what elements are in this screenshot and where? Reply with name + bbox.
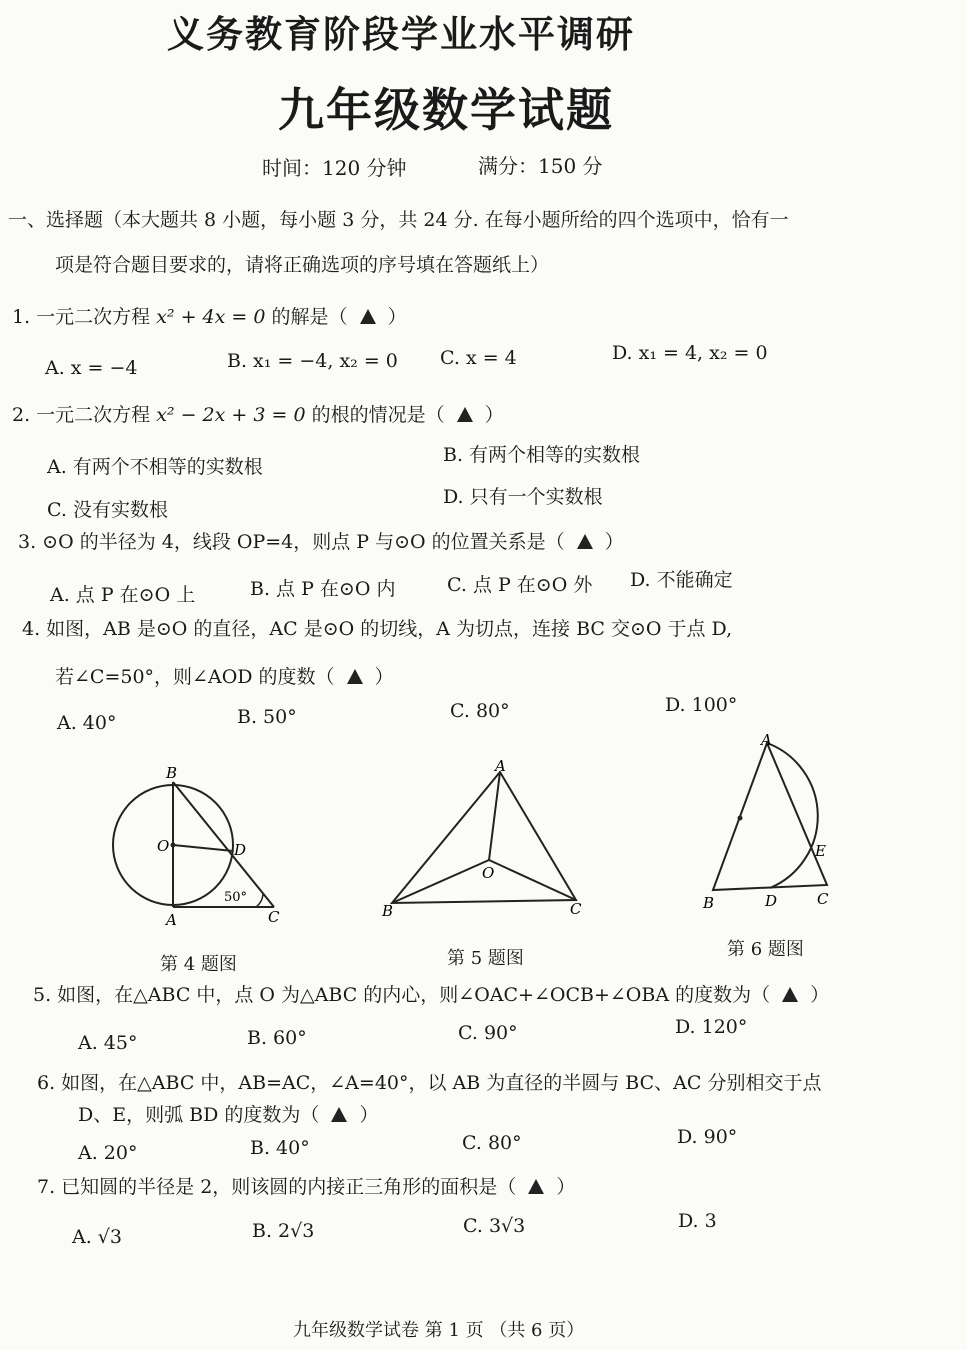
q7-stem bbox=[37, 1172, 575, 1199]
q5-stem-text: 5. 如图，在△ABC 中，点 O 为△ABC 的内心，则∠OAC+∠OCB+∠OBA 的度数为（ bbox=[33, 984, 771, 1006]
fig4-label-d: D bbox=[234, 841, 247, 859]
q6-option-b: B. 40° bbox=[250, 1137, 310, 1159]
q1-close: ） bbox=[387, 306, 407, 328]
q2-option-c: C. 没有实数根 bbox=[47, 499, 168, 521]
fig4-center-dot bbox=[171, 843, 176, 848]
exam-title: 九年级数学试题 bbox=[278, 83, 614, 137]
figure-4-caption: 第 4 题图 bbox=[160, 954, 237, 975]
fig6-label-b: B bbox=[703, 894, 715, 912]
fig6-label-d: D bbox=[765, 892, 778, 910]
fig4-label-angle: 50° bbox=[224, 890, 248, 905]
answer-placeholder-triangle-icon bbox=[528, 1179, 544, 1194]
fig5-segment-oa bbox=[489, 772, 500, 860]
q2-stem bbox=[12, 400, 504, 427]
fig4-label-c: C bbox=[268, 908, 280, 926]
q3-stem bbox=[18, 527, 624, 554]
figure-4-diagram bbox=[100, 760, 300, 930]
q5-close: ） bbox=[810, 984, 830, 1006]
q1-option-c: C. x = 4 bbox=[440, 347, 517, 369]
q6-stem-line2 bbox=[78, 1100, 379, 1127]
q2-option-a: A. 有两个不相等的实数根 bbox=[47, 456, 263, 478]
exam-header-title: 义务教育阶段学业水平调研 bbox=[167, 13, 635, 56]
figure-5-caption: 第 5 题图 bbox=[447, 948, 524, 969]
q5-option-c: C. 90° bbox=[458, 1022, 518, 1044]
q7-option-a: A. √3 bbox=[72, 1226, 122, 1248]
figure-5-diagram bbox=[378, 758, 598, 928]
fig5-label-o: O bbox=[482, 864, 495, 882]
q7-option-c: C. 3√3 bbox=[463, 1215, 526, 1237]
q2-stem-suffix: 的根的情况是（ bbox=[311, 404, 445, 426]
answer-placeholder-triangle-icon bbox=[577, 534, 593, 549]
page-footer: 九年级数学试卷 第 1 页 （共 6 页） bbox=[293, 1320, 585, 1341]
q6-option-d: D. 90° bbox=[677, 1126, 738, 1148]
answer-placeholder-triangle-icon bbox=[347, 669, 363, 684]
q6-close: ） bbox=[359, 1104, 379, 1126]
fig5-triangle-abc bbox=[392, 772, 576, 903]
q3-option-c: C. 点 P 在⊙O 外 bbox=[447, 574, 593, 596]
fig6-semicircle bbox=[767, 743, 818, 888]
fig5-label-a: A bbox=[495, 758, 506, 775]
exam-full-score: 满分：150 分 bbox=[478, 154, 603, 178]
q1-option-d: D. x₁ = 4, x₂ = 0 bbox=[612, 342, 768, 364]
fig4-label-o: O bbox=[157, 837, 170, 855]
q5-option-a: A. 45° bbox=[78, 1032, 138, 1054]
q4-option-b: B. 50° bbox=[237, 706, 297, 728]
q3-option-a: A. 点 P 在⊙O 上 bbox=[50, 584, 196, 606]
q4-stem-line1: 4. 如图，AB 是⊙O 的直径，AC 是⊙O 的切线，A 为切点，连接 BC 交⊙O 于点 D, bbox=[22, 618, 733, 640]
answer-placeholder-triangle-icon bbox=[782, 987, 798, 1002]
q2-stem-prefix: 2. 一元二次方程 bbox=[12, 404, 151, 426]
q7-option-d: D. 3 bbox=[678, 1210, 717, 1232]
fig6-label-e: E bbox=[815, 842, 826, 860]
q3-option-b: B. 点 P 在⊙O 内 bbox=[250, 578, 396, 600]
q3-option-d: D. 不能确定 bbox=[630, 569, 733, 591]
fig5-segment-oc bbox=[489, 860, 576, 900]
q2-option-b: B. 有两个相等的实数根 bbox=[443, 444, 641, 466]
fig5-segment-ob bbox=[392, 860, 489, 903]
section1-instruction-line1: 一、选择题（本大题共 8 小题，每小题 3 分，共 24 分. 在每小题所给的四个选项中，恰有一 bbox=[8, 209, 789, 231]
q3-close: ） bbox=[604, 531, 624, 553]
figure-6-diagram bbox=[695, 728, 845, 918]
q4-stem-line2-text: 若∠C=50°，则∠AOD 的度数（ bbox=[55, 666, 335, 688]
fig5-label-c: C bbox=[570, 900, 582, 918]
answer-placeholder-triangle-icon bbox=[331, 1107, 347, 1122]
fig6-triangle-abc bbox=[713, 743, 827, 890]
q1-stem-suffix: 的解是（ bbox=[271, 306, 348, 328]
q4-option-c: C. 80° bbox=[450, 700, 510, 722]
fig5-label-b: B bbox=[382, 902, 394, 920]
q7-stem-text: 7. 已知圆的半径是 2，则该圆的内接正三角形的面积是（ bbox=[37, 1176, 517, 1198]
q1-option-a: A. x = −4 bbox=[45, 357, 138, 379]
q6-stem-line1: 6. 如图，在△ABC 中，AB=AC，∠A=40°，以 AB 为直径的半圆与 BC、AC 分别相交于点 bbox=[37, 1072, 822, 1094]
q1-option-b: B. x₁ = −4, x₂ = 0 bbox=[227, 350, 398, 372]
q4-stem-line2 bbox=[55, 662, 394, 689]
exam-time: 时间：120 分钟 bbox=[262, 156, 407, 180]
fig4-label-b: B bbox=[166, 764, 178, 782]
fig4-angle-arc bbox=[256, 893, 263, 907]
q5-option-b: B. 60° bbox=[247, 1027, 307, 1049]
q6-option-c: C. 80° bbox=[462, 1132, 522, 1154]
q6-option-a: A. 20° bbox=[78, 1142, 138, 1164]
answer-placeholder-triangle-icon bbox=[360, 309, 376, 324]
fig4-label-a: A bbox=[166, 911, 177, 929]
answer-placeholder-triangle-icon bbox=[457, 407, 473, 422]
q2-close: ） bbox=[484, 404, 504, 426]
q3-stem-text: 3. ⊙O 的半径为 4，线段 OP=4，则点 P 与⊙O 的位置关系是（ bbox=[18, 531, 565, 553]
q1-equation: x² + 4x = 0 bbox=[156, 306, 266, 328]
q7-close: ） bbox=[556, 1176, 576, 1198]
q2-equation: x² − 2x + 3 = 0 bbox=[156, 404, 306, 426]
fig6-label-a: A bbox=[761, 731, 772, 749]
fig4-segment-bc bbox=[173, 782, 274, 907]
q5-option-d: D. 120° bbox=[675, 1016, 748, 1038]
q4-close: ） bbox=[374, 666, 394, 688]
fig6-label-c: C bbox=[817, 890, 829, 908]
q6-stem-line2-text: D、E，则弧 BD 的度数为（ bbox=[78, 1104, 320, 1126]
q4-option-a: A. 40° bbox=[57, 712, 117, 734]
q5-stem bbox=[33, 980, 829, 1007]
q1-stem-prefix: 1. 一元二次方程 bbox=[12, 306, 151, 328]
q1-stem bbox=[12, 302, 407, 329]
q4-option-d: D. 100° bbox=[665, 694, 738, 716]
q2-option-d: D. 只有一个实数根 bbox=[443, 486, 603, 508]
figure-6-caption: 第 6 题图 bbox=[727, 939, 804, 960]
section1-instruction-line2: 项是符合题目要求的，请将正确选项的序号填在答题纸上） bbox=[55, 254, 550, 276]
fig6-midpoint-dot bbox=[738, 816, 743, 821]
q7-option-b: B. 2√3 bbox=[252, 1220, 315, 1242]
